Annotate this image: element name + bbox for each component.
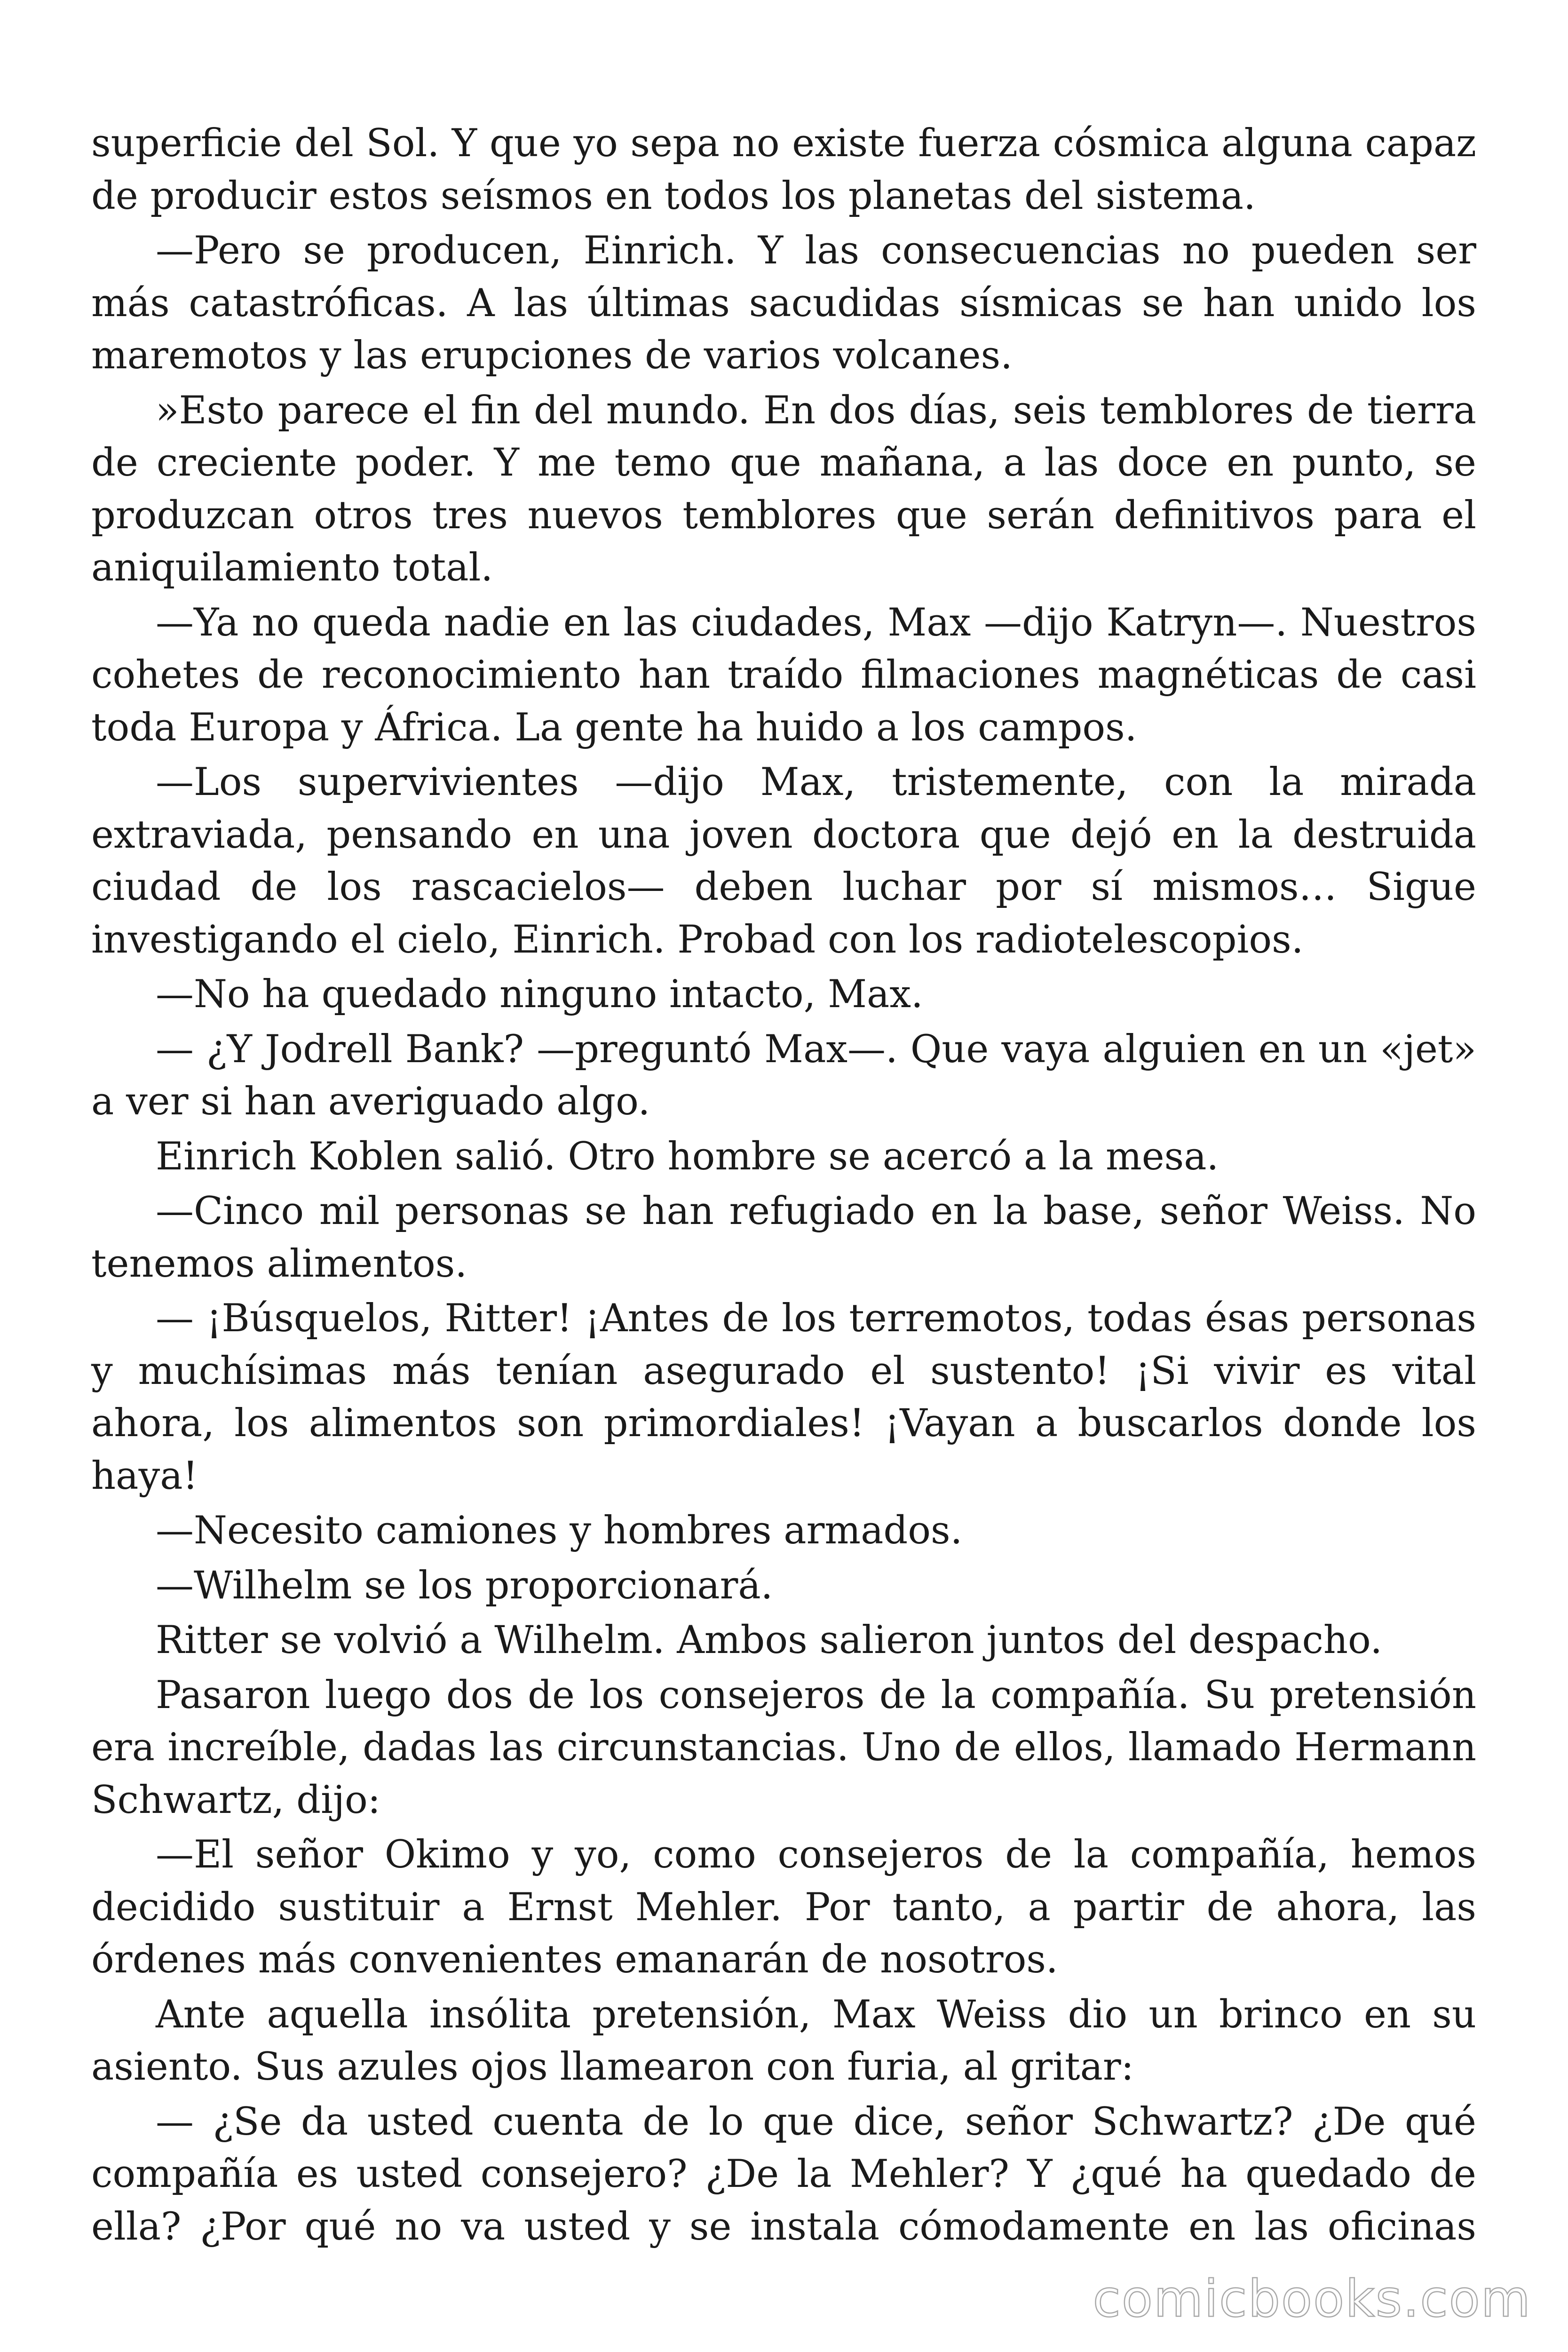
paragraph: — ¡Búsquelos, Ritter! ¡Antes de los terremotos, todas ésas personas y muchísimas más tenían asegurado el sustento! ¡Si vivir es vital ahora, los alimentos son primordiales! ¡Vayan a buscarlos donde los haya! — [91, 1296, 1476, 1498]
paragraph: —Los supervivientes —dijo Max, tristemente, con la mirada extraviada, pensando en una joven doctora que dejó en la destruida ciudad de los rascacielos— deben luchar por sí mismos… Sigue investigando el cielo, Einrich. Probad con los radiotelescopios. — [91, 760, 1476, 962]
paragraph: — ¿Se da usted cuenta de lo que dice, señor Schwartz? ¿De qué compañía es usted consejero? ¿De la Mehler? Y ¿qué ha quedado de ella? ¿Por qué no va usted y se instala cómodamente en las oficinas — [91, 2099, 1476, 2249]
paragraph: Ante aquella insólita pretensión, Max Weiss dio un brinco en su asiento. Sus azules ojos llamearon con furia, al gritar: — [91, 1992, 1476, 2089]
paragraph: Einrich Koblen salió. Otro hombre se acercó a la mesa. — [156, 1134, 1219, 1179]
paragraph: — ¿Y Jodrell Bank? —preguntó Max—. Que vaya alguien en un «jet» a ver si han averiguado algo. — [91, 1027, 1476, 1124]
paragraph: —No ha quedado ninguno intacto, Max. — [156, 972, 923, 1017]
paragraph: »Esto parece el fin del mundo. En dos días, seis temblores de tierra de creciente poder. Y me temo que mañana, a las doce en punto, se produzcan otros tres nuevos temblores que serán definitivos para el aniquilamiento total. — [91, 388, 1476, 590]
book-page-text — [91, 118, 1476, 2256]
paragraph: Pasaron luego dos de los consejeros de la compañía. Su pretensión era increíble, dadas las circunstancias. Uno de ellos, llamado Hermann Schwartz, dijo: — [91, 1673, 1476, 1822]
paragraph: —El señor Okimo y yo, como consejeros de la compañía, hemos decidido sustituir a Ernst Mehler. Por tanto, a partir de ahora, las órdenes más convenientes emanarán de nosotros. — [91, 1833, 1476, 1982]
paragraph: —Necesito camiones y hombres armados. — [156, 1509, 963, 1553]
paragraph: —Ya no queda nadie en las ciudades, Max —dijo Katryn—. Nuestros cohetes de reconocimiento han traído filmaciones magnéticas de casi toda Europa y África. La gente ha huido a los campos. — [91, 600, 1476, 750]
paragraph: —Pero se producen, Einrich. Y las consecuencias no pueden ser más catastróficas. A las últimas sacudidas sísmicas se han unido los maremotos y las erupciones de varios volcanes. — [91, 229, 1476, 378]
paragraph: Ritter se volvió a Wilhelm. Ambos salieron juntos del despacho. — [156, 1618, 1383, 1662]
watermark-logo: comicbooks.com — [1093, 2270, 1531, 2328]
paragraph: —Cinco mil personas se han refugiado en la base, señor Weiss. No tenemos alimentos. — [91, 1189, 1476, 1286]
paragraph: —Wilhelm se los proporcionará. — [156, 1563, 773, 1608]
paragraph: superficie del Sol. Y que yo sepa no existe fuerza cósmica alguna capaz de producir estos seísmos en todos los planetas del sistema. — [91, 121, 1476, 218]
